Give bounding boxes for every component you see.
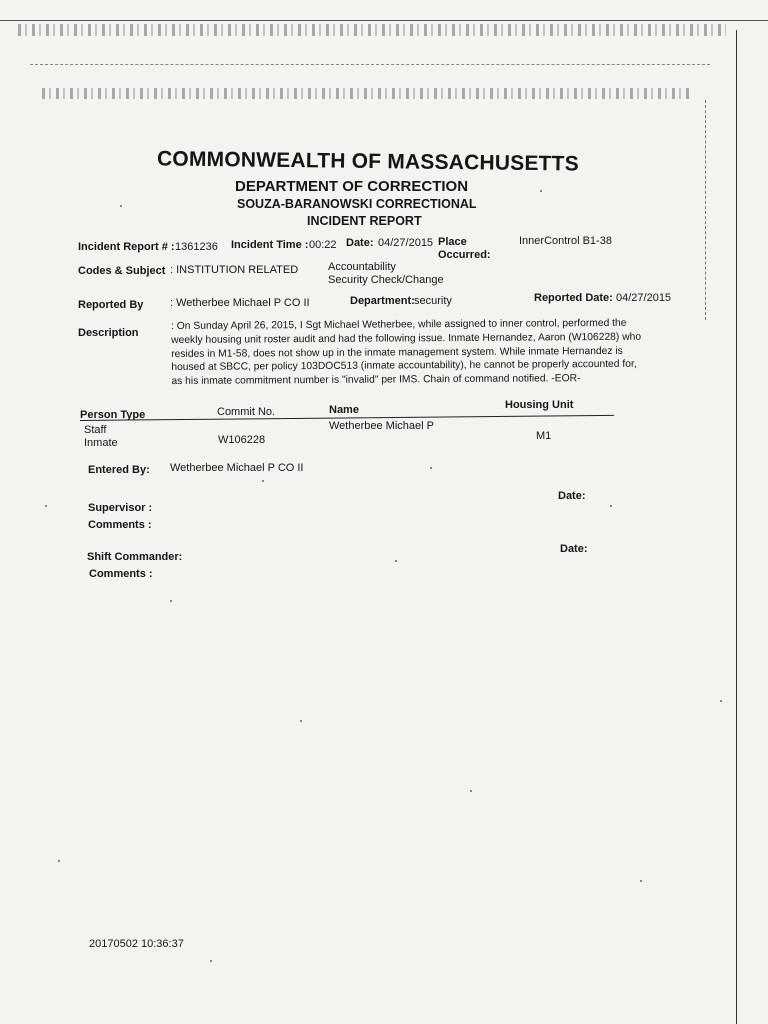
scan-speck (395, 560, 397, 562)
reported-by: : Wetherbee Michael P CO II (170, 297, 310, 309)
scan-speck (540, 190, 542, 192)
document-title: COMMONWEALTH OF MASSACHUSETTS (156, 147, 580, 176)
supervisor-comments-label: Comments : (88, 519, 152, 531)
print-timestamp: 20170502 10:36:37 (89, 938, 184, 950)
codes-subject-value: : INSTITUTION RELATED (170, 264, 299, 276)
scan-artifact-edge (736, 30, 737, 1024)
row-person-type: Inmate (84, 437, 118, 449)
description-label: Description (78, 327, 139, 339)
scan-speck (640, 880, 642, 882)
description-text: : On Sunday April 26, 2015, I Sgt Michael Wetherbee, while assigned to inner control, performed the weekly housing unit roster audit and had the following issue. Inmate Hernandez, Aaron (W106228) who resides in M1-58, does not show up in the inmate management system. While inmate Hernandez is housed at SBCC, per policy 103DOC513 (inmate accountability), he cannot be properly accounted for, as his inmate commitment number is "invalid" per IMS. Chain of command notified. -EOR- (171, 317, 642, 388)
reported-date-label: Reported Date: (534, 292, 613, 304)
scan-artifact-line (30, 64, 710, 65)
scan-artifact-edge (705, 100, 706, 320)
scan-speck (45, 505, 47, 507)
col-header-housing-unit: Housing Unit (505, 399, 574, 411)
scan-speck (210, 960, 212, 962)
report-type: INCIDENT REPORT (307, 214, 422, 228)
facility-name: SOUZA-BARANOWSKI CORRECTIONAL (237, 197, 477, 211)
scan-speck (58, 860, 60, 862)
place-occurred: InnerControl B1-38 (519, 235, 612, 247)
supervisor-label: Supervisor : (88, 502, 153, 514)
department-name: DEPARTMENT OF CORRECTION (235, 178, 469, 195)
row-commit-no: W106228 (218, 434, 266, 446)
scan-speck (470, 790, 472, 792)
reported-date: 04/27/2015 (616, 292, 672, 304)
scan-speck (610, 505, 612, 507)
row-person-type: Staff (84, 424, 107, 436)
entered-by-label: Entered By: (88, 464, 150, 476)
col-header-name: Name (329, 404, 359, 416)
scan-speck (300, 720, 302, 722)
place-occurred-label: Place (438, 236, 467, 248)
codes-subject-label: Codes & Subject (78, 265, 166, 277)
incident-report-number: 1361236 (175, 241, 218, 253)
shift-commander-label: Shift Commander: (87, 551, 183, 563)
incident-report-number-label: Incident Report # : (78, 241, 175, 253)
scan-speck (120, 205, 122, 207)
shift-commander-date-label: Date: (560, 543, 588, 555)
incident-time: 00:22 (309, 239, 337, 251)
supervisor-date-label: Date: (558, 490, 586, 502)
scan-artifact-line (0, 20, 768, 21)
col-header-commit-no: Commit No. (217, 406, 276, 418)
entered-by: Wetherbee Michael P CO II (170, 462, 304, 474)
shift-commander-comments-label: Comments : (89, 568, 153, 580)
incident-date-label: Date: (346, 237, 374, 249)
scan-speck (430, 467, 432, 469)
codes-subject-sub-1: Accountability (328, 261, 396, 273)
codes-subject-sub-2: Security Check/Change (328, 274, 444, 286)
scan-speck (262, 480, 264, 482)
department-value: security (414, 295, 452, 307)
incident-date: 04/27/2015 (378, 237, 434, 249)
row-name: Wetherbee Michael P (329, 420, 434, 432)
col-header-person-type: Person Type (80, 409, 146, 421)
scan-speck (170, 600, 172, 602)
department-label: Department: (350, 295, 415, 307)
scan-speck (720, 700, 722, 702)
place-occurred-label-2: Occurred: (438, 249, 491, 261)
incident-time-label: Incident Time : (231, 239, 309, 251)
scan-artifact-header (18, 24, 726, 36)
row-housing-unit: M1 (536, 430, 552, 442)
scan-artifact-header (42, 88, 692, 99)
reported-by-label: Reported By (78, 299, 144, 311)
